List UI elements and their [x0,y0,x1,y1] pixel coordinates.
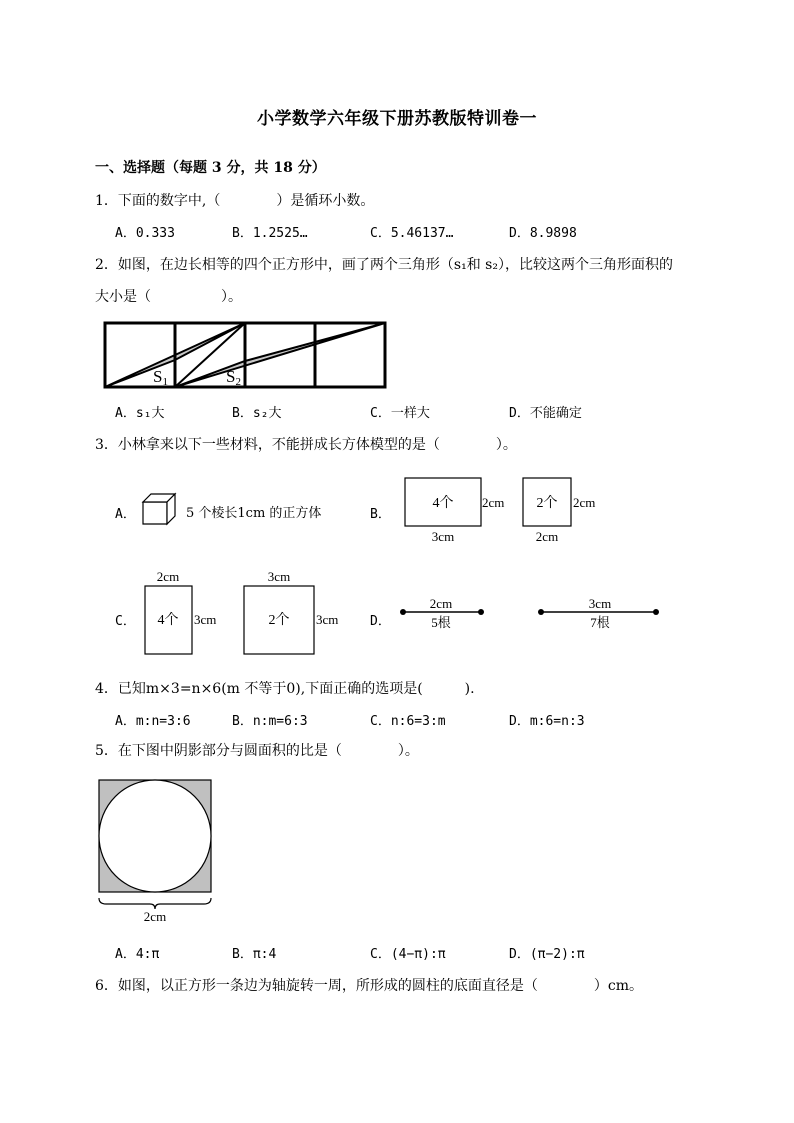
q3-option-d-figure [398,593,663,633]
question-6-stem: 6．如图，以正方形一条边为轴旋转一周，所形成的圆柱的底面直径是（ ）cm。 [95,978,644,994]
q2-option-b: B．s₂大 [232,406,282,421]
q4-option-b: B．n:m=6:3 [232,714,308,729]
b-rect2-bottom: 2cm [535,529,559,544]
q4-option-c: C．n:6=3:m [370,714,446,729]
q1-option-b: B．1.2525… [232,226,308,241]
b-rect1-bottom: 3cm [431,529,455,544]
c-rect2-top: 3cm [267,569,291,584]
b-rect1-count: 4个 [432,496,454,511]
q2-figure [100,318,390,393]
page-title: 小学数学六年级下册苏教版特训卷一 [257,109,537,129]
q5-option-b: B．π:4 [232,947,277,962]
q5-side-label: 2cm [143,909,167,924]
q5-option-a: A．4:π [115,947,160,962]
b-rect2-count: 2个 [536,496,558,511]
q3-option-b-label: B． [370,507,391,522]
d-seg1-top: 2cm [429,596,453,611]
q3-option-a-text: 5 个棱长1cm 的正方体 [186,506,322,521]
s2-label: S2 [226,367,241,388]
cube-icon [141,492,177,526]
d-seg2-bottom: 7根 [590,615,610,630]
b-rect2-side: 2cm [573,495,596,510]
q2-option-c: C．一样大 [370,406,430,421]
c-rect1-side: 3cm [194,612,217,627]
q1-option-a: A．0.333 [115,226,175,241]
question-2-stem-cont: 大小是（ ）。 [95,289,242,305]
d-seg1-bottom: 5根 [431,615,451,630]
question-5-stem: 5．在下图中阴影部分与圆面积的比是（ ）。 [95,743,419,759]
b-rect1-side: 2cm [482,495,505,510]
q3-option-c-figure [140,567,350,659]
question-3-stem: 3．小林拿来以下一些材料，不能拼成长方体模型的是（ ）。 [95,437,517,453]
q5-option-c: C．(4−π):π [370,947,446,962]
section-heading: 一、选择题（每题 3 分，共 18 分） [95,160,326,176]
q4-option-d: D．m:6=n:3 [509,714,585,729]
q1-option-d: D．8.9898 [509,226,577,241]
question-2-stem: 2．如图，在边长相等的四个正方形中，画了两个三角形（s₁和 s₂），比较这两个三角形面积的 [95,257,673,273]
c-rect1-count: 4个 [157,613,179,628]
q3-option-b-figure [402,475,602,550]
question-4-stem: 4．已知m×3=n×6(m 不等于0),下面正确的选项是( ). [95,681,475,697]
q2-option-a: A．s₁大 [115,406,165,421]
q3-option-c-label: C． [115,614,136,629]
c-rect2-side: 3cm [316,612,339,627]
q1-option-c: C．5.46137… [370,226,454,241]
c-rect2-count: 2个 [268,613,290,628]
question-1-stem: 1．下面的数字中,（ ）是循环小数。 [95,193,375,209]
q2-option-d: D．不能确定 [509,406,582,421]
q3-option-d-label: D． [370,614,391,629]
q4-option-a: A．m:n=3:6 [115,714,191,729]
triangle-s2 [175,323,385,387]
q5-figure [94,775,219,925]
c-rect1-top: 2cm [156,569,180,584]
d-seg2-top: 3cm [588,596,612,611]
q5-option-d: D．(π−2):π [509,947,585,962]
q3-option-a-label: A． [115,507,136,522]
s1-label: S1 [153,367,168,388]
